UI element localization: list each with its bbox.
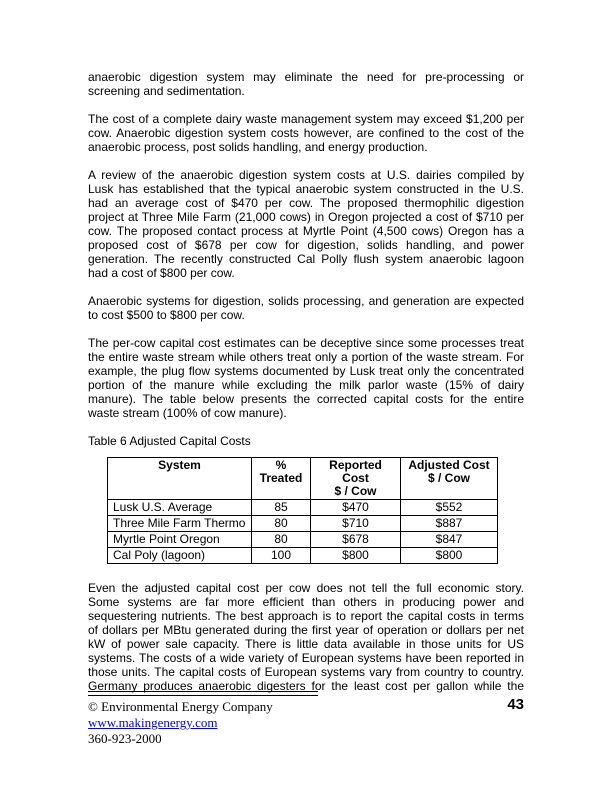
text-line: proposed cost of $678 per cow for digestion, solids handling, and power	[88, 238, 524, 252]
text-line: Anaerobic systems for digestion, solids processing, and generation are expected	[88, 294, 524, 308]
table-cell-reported: $710	[311, 516, 401, 532]
text-line: The per-cow capital cost estimates can be deceptive since some processes treat	[88, 336, 524, 350]
table-cell-pct: 80	[252, 516, 311, 532]
text-line: manure). The table below presents the corrected capital costs for the entire	[88, 392, 524, 406]
paragraph-2	[88, 112, 524, 154]
text-line: kW of power sale capacity. There is little data available in those units for US	[88, 637, 524, 651]
text-line: example, the plug flow systems documented by Lusk treat only the concentrated	[88, 364, 524, 378]
paragraph-6	[88, 581, 524, 693]
table-header-reported-cost	[311, 458, 401, 500]
footer-company: © Environmental Energy Company	[88, 699, 273, 714]
table-row	[108, 532, 498, 548]
adjusted-capital-costs-table	[107, 457, 498, 564]
page-footer	[88, 691, 524, 747]
header-line: Cost	[342, 471, 369, 485]
paragraph-4	[88, 294, 524, 322]
table-header-pct-treated	[252, 458, 311, 500]
table-caption: Table 6 Adjusted Capital Costs	[88, 434, 251, 448]
text-line: had a cost of $800 per cow.	[88, 266, 235, 280]
table-cell-system: Myrtle Point Oregon	[108, 532, 252, 548]
page-body	[88, 70, 524, 693]
table-header-system	[108, 458, 252, 500]
table-row	[108, 516, 498, 532]
table-cell-system: Lusk U.S. Average	[108, 500, 252, 516]
text-line: The cost of a complete dairy waste management system may exceed $1,200 per	[88, 112, 524, 126]
table-cell-pct: 80	[252, 532, 311, 548]
footer-website-link[interactable]: www.makingenergy.com	[88, 715, 218, 730]
table-cell-pct: 100	[252, 548, 311, 564]
text-line: systems. The costs of a wide variety of European systems have been reported in	[88, 651, 524, 665]
table-cell-system: Three Mile Farm Thermo	[108, 516, 252, 532]
text-line: the entire waste stream while others treat only a portion of the waste stream. For	[88, 350, 524, 364]
text-line: those units. The capital costs of European systems vary from country to country.	[88, 665, 524, 679]
header-line: System	[158, 458, 201, 472]
header-line: Adjusted Cost	[408, 458, 490, 472]
table-header-row	[108, 458, 498, 500]
header-line: $ / Cow	[334, 484, 377, 498]
text-line: of dollars per MBtu generated during the first year of operation or dollars per net	[88, 623, 524, 637]
text-line: Lusk has established that the typical anaerobic system constructed in the U.S.	[88, 182, 524, 196]
table-cell-adjusted: $800	[401, 548, 498, 564]
table-cell-pct: 85	[252, 500, 311, 516]
table-cell-reported: $800	[311, 548, 401, 564]
text-line: cow. The proposed contact process at Myrtle Point (4,500 cows) Oregon has a	[88, 224, 524, 238]
table-row	[108, 548, 498, 564]
paragraph-5	[88, 336, 524, 420]
text-line: Even the adjusted capital cost per cow does not tell the full economic story.	[88, 581, 524, 595]
text-line: screening and sedimentation.	[88, 84, 245, 98]
text-line: had an average cost of $470 per cow. The proposed thermophilic digestion	[88, 196, 524, 210]
table-cell-system: Cal Poly (lagoon)	[108, 548, 252, 564]
text-line: cow. Anaerobic digestion system costs however, are confined to the cost of the	[88, 126, 524, 140]
text-line: generation. The recently constructed Cal Polly flush system anaerobic lagoon	[88, 252, 524, 266]
text-line: Germany produces anaerobic digesters for the least cost per gallon while the	[88, 679, 524, 693]
table-cell-adjusted: $552	[401, 500, 498, 516]
paragraph-3	[88, 168, 524, 280]
header-line: Reported	[329, 458, 382, 472]
page-number: 43	[507, 696, 524, 713]
table-header-adjusted-cost	[401, 458, 498, 500]
text-line: to cost $500 to $800 per cow.	[88, 308, 245, 322]
footer-double-rule	[88, 691, 318, 696]
table-cell-adjusted: $887	[401, 516, 498, 532]
text-line: project at Three Mile Farm (21,000 cows) in Oregon projected a cost of $710 per	[88, 210, 524, 224]
text-line: anaerobic process, post solids handling, and energy production.	[88, 140, 428, 154]
text-line: anaerobic digestion system may eliminate the need for pre-processing or	[88, 70, 524, 84]
text-line: Some systems are far more efficient than others in producing power and	[88, 595, 524, 609]
footer-phone: 360-923-2000	[88, 731, 162, 746]
text-line: A review of the anaerobic digestion system costs at U.S. dairies compiled by	[88, 168, 524, 182]
table-cell-reported: $470	[311, 500, 401, 516]
header-line: %	[275, 458, 287, 472]
text-line: waste stream (100% of cow manure).	[88, 406, 287, 420]
paragraph-1	[88, 70, 524, 98]
table-cell-reported: $678	[311, 532, 401, 548]
table-row	[108, 500, 498, 516]
table-cell-adjusted: $847	[401, 532, 498, 548]
text-line: portion of the manure while excluding the milk parlor waste (15% of dairy	[88, 378, 524, 392]
text-line: sequestering nutrients. The best approach is to report the capital costs in terms	[88, 609, 524, 623]
header-line: Treated	[259, 471, 303, 485]
header-line: $ / Cow	[427, 471, 470, 485]
